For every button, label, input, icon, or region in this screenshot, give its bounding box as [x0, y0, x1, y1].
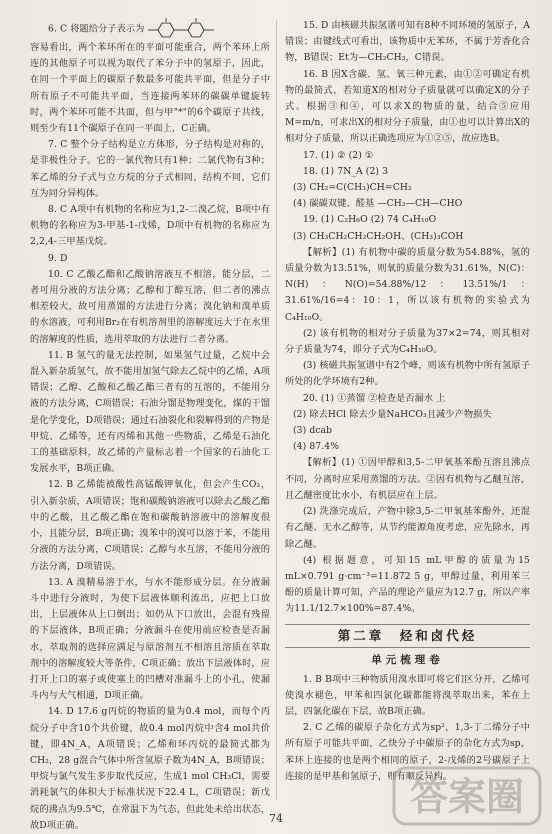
answer-paragraph: 15. D 由核磁共振氢谱可知有8种不同环境的氢原子，A错误；由键线式可看出，该物质中无苯环，不属于芳香化合物，B错误；Et为—CH₂CH₃，C错误。 [285, 20, 530, 64]
answer-paragraph: 13. A 溴精易溶于水，与水不能形成分层。在分液漏斗中进行分液时，为使下层液体顺利流出，应把上口放出，上层液体从上口倒出；如仍从下口放出，会混有残留的下层液体，B项正确；分液漏斗在使用前应检查是否漏水，萃取剂的选择应满足与原溶剂互不相溶且溶质在萃取剂中的溶解度较大等条件，C项正确；放出下层液体时，应打开上口的塞子或使塞上的凹槽对准漏斗上的小孔，使漏斗内与大气相通，D项正确。 [30, 576, 270, 702]
answer-list-right [285, 18, 530, 618]
answer-paragraph: (2) 除去HCl 除去少量NaHCO₃且减少产物损失 [293, 408, 492, 420]
column-divider [276, 20, 277, 800]
answer-paragraph: (4) 碳碳双键、醛基 —CH₂—CH—CHO [293, 198, 463, 210]
answer-paragraph: 11. B 氢气的量无法控制，如果氢气过量，乙烷中会混入新杂质氢气，故不能用加氢气除去乙烷中的乙烯，A项错误；乙醇、乙酸和乙酸乙酯三者有的互溶的，不能用分液的方法分离，C项错误；石油分馏是物理变化，煤的干馏是化学变化，D项错误；通过石油裂化和裂解得到的产物是甲烷、乙烯等，还有丙烯和其他一些物质，乙烯是石油化工的基础原料，故乙烯的产量标志着一个国家的石油化工发展水平，B项正确。 [30, 349, 270, 475]
answer-paragraph: 容易看出，两个苯环所在的平面可能重合，两个苯环上所连的其他原子可以视为取代了苯分子中的氢原子，因此，在同一个平面上的碳原子数最多可能共平面，但是分子中所有原子不可能共平面，当连接两苯环的碳碳单键旋转时，两个苯环可能不共面，但与甲"*"的6个碳原子共线，则至少有11个碳原子在同一平面上，C正确。 [30, 42, 270, 135]
watermark-text: 答案圈 [409, 775, 525, 819]
answer-paragraph: 18. (1) 7N_A (2) 3 [303, 165, 389, 177]
answer-paragraph: 9. D [48, 252, 68, 264]
answer-paragraph: 8. C A项中有机物的名称应为1,2-二溴乙烷，B项中有机物的名称应为3-甲基-1-戊烯，D项中有机物的名称应为2,2,4-三甲基戊烷。 [30, 204, 270, 248]
answer-paragraph: (2) 该有机物的相对分子质量为37×2=74，则其相对分子质量为74，即分子式为C₄H₁₀O。 [285, 327, 530, 356]
answer-paragraph: 【解析】(1) ①因甲醇和3,5-二甲氧基苯酚互溶且沸点不同，分离时应采用蒸馏的方法。②因有机物与乙醚互溶，且乙醚密度比水小，有机层应在上层。 [285, 457, 530, 501]
answer-paragraph: 19. (1) C₂H₆O (2) 74 C₄H₁₀O [303, 214, 437, 226]
page-number: 74 [269, 812, 283, 825]
left-column [30, 18, 270, 834]
right-column [285, 18, 530, 785]
answer-paragraph: (3) CH₂=C(CH₃)CH=CH₂ [293, 182, 412, 194]
answer-paragraph: 6. C 将题给分子表示为 [30, 18, 270, 40]
answer-paragraph: 7. C 整个分子结构是立方体形，分子结构是对称的，是非极性分子。它的一氯代物只有1种；二氯代物有3种；苯乙烯的分子式与立方烷的分子式相同，结构不同，它们互为同分异构体。 [30, 139, 270, 199]
answer-paragraph: 【解析】(1) 有机物中碳的质量分数为54.88%，氢的质量分数为13.51%，则氧的质量分数为31.61%，N(C)：N(H)：N(O)=54.88%/12：13.51%/1：31.61%/16=4：10：1，所以该有机物的实验式为C₄H₁₀O。 [285, 246, 530, 323]
answer-paragraph: 12. B 乙烯能被酸性高锰酸钾氧化，但会产生CO₂，引入新杂质，A项错误；饱和碳酸钠溶液可以除去乙酸乙酯中的乙酸，且乙酸乙酯在饱和碳酸钠溶液中的溶解度很小，且能分层，B项正确；溴苯中的溴可以溶于苯，不能用分液的方法分离，C项错误；乙醇与水互溶，不能用分液的方法分离，D项错误。 [30, 479, 270, 572]
answer-paragraph: 20. (1) ①蒸馏 ②检查是否漏水 上 [303, 392, 446, 404]
answer-paragraph: (4) 87.4% [293, 441, 340, 453]
chapter-heading: 第二章 烃和卤代烃 [285, 624, 530, 648]
biphenyl-structure-icon [144, 18, 218, 40]
answer-paragraph: 16. B 因X含碳、氢、氧三种元素，由①②可确定有机物的最简式，若知道X的相对分子质量就可以确定X的分子式。根据③和④，可以求X的物质的量，结合⑤应用M=m/n，可求出X的相对分子质量，由①也可以计算出X的相对分子质量，所以正确选项应为①②⑤，故应选B。 [285, 68, 530, 145]
answer-paragraph: (3) CH₃CH₂CH₂CH₂OH、(CH₃)₃COH [293, 230, 464, 242]
answer-paragraph: (3) 核磁共振氢谱中有2个峰，则该有机物中所有氢原子所处的化学环境有2种。 [285, 360, 530, 388]
chapter-subheading: 单元梳理卷 [371, 653, 444, 666]
answer-paragraph: (2) 洗涤完成后，产物中除3,5-二甲氧基苯酚外，还混有乙醚、无水乙醇等，从节约能源角度考虑，应先除水，再除乙醚。 [285, 506, 530, 550]
answer-paragraph: (4) 根据题意，可知15 mL甲醇的质量为15 mL×0.791 g·cm⁻³=11.872 5 g，甲醇过量，利用苯三酚的质量计算可知，产品的理论产量应为12.7 g，所以产率为11.1/12.7×100%=87.4%。 [285, 554, 530, 615]
answer-paragraph: 10. C 乙酸乙酯和乙酸钠溶液互不相溶，能分层，二者可用分液的方法分离；乙醇和丁醇互溶，但二者的沸点相差较大，故可用蒸馏的方法进行分离；溴化钠和溴单质的水溶液，可利用Br₂在有机溶剂里的溶解度远大于在水里的溶解度的性质，选用萃取的方法进行二者分离。 [30, 268, 270, 345]
answer-paragraph: (3) dcab [293, 425, 333, 437]
chapter-answer-paragraph: 1. B B项中三种物质用溴水即可将它们区分开，乙烯可使溴水褪色，甲苯和四氯化碳都能将溴萃取出来，苯在上层，四氯化碳在下层，故B项正确。 [285, 673, 530, 717]
answer-paragraph: 17. (1) ② (2) ① [303, 149, 374, 161]
chapter-answer-paragraph: 2. C 乙烯的碳原子杂化方式为sp²，1,3-丁二烯分子中所有原子可能共平面，乙炔分子中碳原子的杂化方式为sp，苯环上连接的也是两个相同的原子，2-戊烯的2号碳原子上连接的是甲基和氢原子，则有顺反异构。 [285, 722, 530, 782]
answer-paragraph: 14. D 17.6 g丙烷的物质的量为0.4 mol，而每个丙烷分子中含10个共价键，故0.4 mol丙烷中含4 mol共价键，即4N_A，A项错误；乙烯和环丙烷的最简式都为CH₂，28 g混合气体中所含氢原子数为4N_A，B项错误；甲烷与氯气发生多步取代反应，生成1 mol CH₃Cl，需要消耗氯气的体积大于标准状况下22.4 L，C项错误；新戊烷的沸点为9.5℃，在常温下为气态，但此处未给出状态，故D项正确。 [30, 706, 270, 831]
